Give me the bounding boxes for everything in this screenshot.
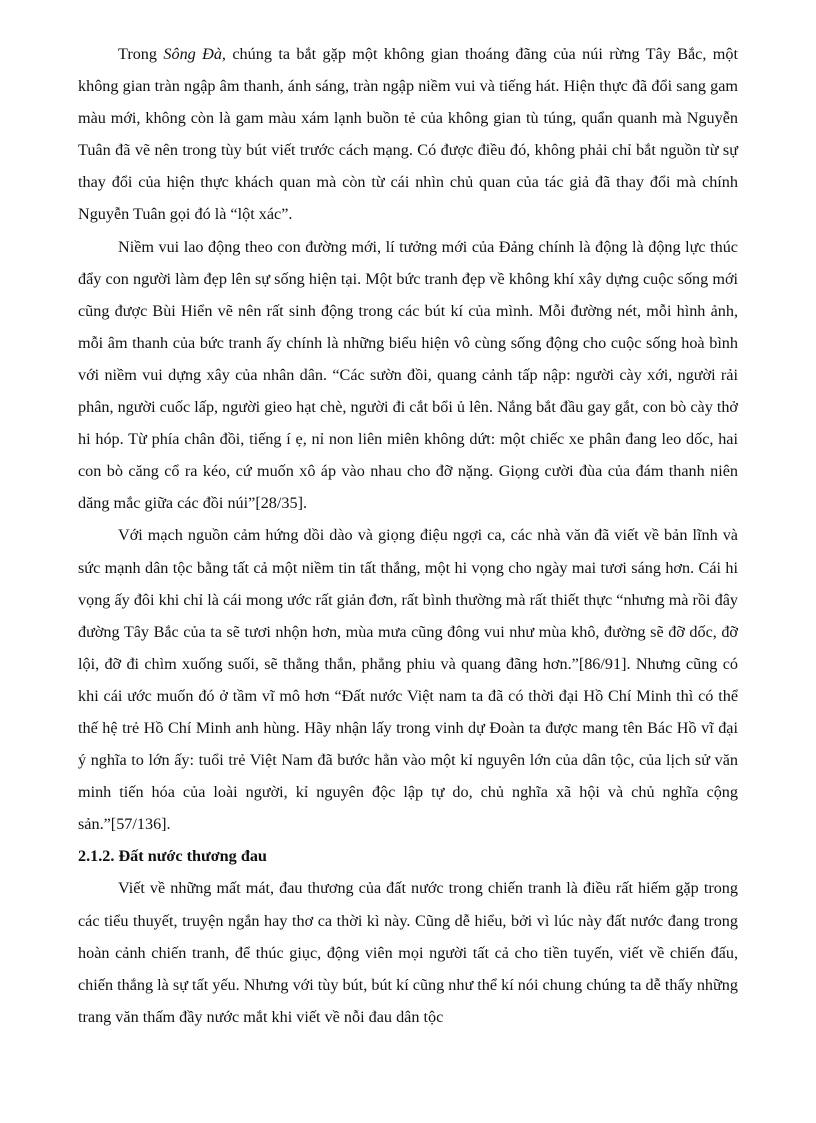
paragraph-3: Với mạch nguồn cảm hứng dồi dào và giọng điệu ngợi ca, các nhà văn đã viết về bản lĩnh và sức mạnh dân tộc bằng tất cả một niềm tin tất thắng, một hi vọng cho ngày mai tươi sáng hơn. Cái hi vọng ấy đôi khi chỉ là cái mong ước rất giản đơn, rất bình thường mà rất thiết thực “nhưng mà rồi đây đường Tây Bắc của ta sẽ tươi nhộn hơn, mùa mưa cũng đông vui như mùa khô, đường sẽ đỡ dốc, đỡ lội, đỡ đi chìm xuống suối, sẽ thẳng thắn, phẳng phiu và quang đãng hơn.”[86/91]. Nhưng cũng có khi cái ước muốn đó ở tầm vĩ mô hơn “Đất nước Việt nam ta đã có thời đại Hồ Chí Minh thì có thể thế hệ trẻ Hồ Chí Minh anh hùng. Hãy nhận lấy trong vinh dự Đoàn ta được mang tên Bác Hồ vĩ đại ý nghĩa to lớn ấy: tuổi trẻ Việt Nam đã bước hẳn vào một kỉ nguyên lớn của dân tộc, của lịch sử văn minh tiến hóa của loài người, kỉ nguyên độc lập tự do, chủ nghĩa xã hội và chủ nghĩa cộng sản.”[57/136].	[78, 526, 738, 834]
paragraph-4: Viết về những mất mát, đau thương của đất nước trong chiến tranh là điều rất hiếm gặp trong các tiểu thuyết, truyện ngắn hay thơ ca thời kì này. Cũng dễ hiểu, bởi vì lúc này đất nước đang trong hoàn cảnh chiến tranh, để thúc giục, động viên mọi người tất cả cho tiền tuyến, viết về chiến đấu, chiến thắng là sự tất yếu. Nhưng với tùy bút, bút kí cũng như thể kí nói chung chúng ta dễ thấy những trang văn thấm đầy nước mắt khi viết về nỗi đau dân tộc	[78, 879, 738, 1026]
paragraph-1-body: chúng ta bắt gặp một không gian thoáng đãng của núi rừng Tây Bắc, một không gian tràn ngập âm thanh, ánh sáng, tràn ngập niềm vui và tiếng hát. Hiện thực đã đổi sang gam màu mới, không còn là gam màu xám lạnh buồn tẻ của không gian tù túng, quẩn quanh mà Nguyễn Tuân đã vẽ nên trong tùy bút viết trước cách mạng. Có được điều đó, không phải chỉ bắt nguồn từ sự thay đổi của hiện thực khách quan mà còn từ cái nhìn chủ quan của tác giả đã thay đổi mà chính Nguyễn Tuân gọi đó là “lột xác”.	[78, 45, 738, 224]
work-title-song-da: Sông Đà,	[163, 45, 226, 63]
document-body	[78, 38, 738, 1033]
paragraph-1-lead: Trong	[118, 45, 164, 63]
paragraph-2: Niềm vui lao động theo con đường mới, lí tưởng mới của Đảng chính là động là động lực thúc đẩy con người làm đẹp lên sự sống hiện tại. Một bức tranh đẹp về không khí xây dựng cuộc sống mới cũng được Bùi Hiển vẽ nên rất sinh động trong các bút kí của mình. Mỗi đường nét, mỗi hình ảnh, mỗi âm thanh của bức tranh ấy chính là những biểu hiện vô cùng sống động cho cuộc sống hoà bình với niềm vui dựng xây của nhân dân. “Các sườn đồi, quang cảnh tấp nập: người cày xới, người rải phân, người cuốc lấp, người gieo hạt chè, người đi cắt bổi ủ lên. Nắng bắt đầu gay gắt, con bò cày thở hi hóp. Từ phía chân đồi, tiếng í ẹ, nỉ non liên miên không dứt: một chiếc xe phân đang leo dốc, hai con bò căng cổ ra kéo, cứ muốn xô áp vào nhau cho đỡ nặng. Giọng cười đùa của đám thanh niên dăng mắc giữa các đồi núi”[28/35].	[78, 237, 738, 513]
paragraph-1	[78, 38, 738, 231]
section-heading: 2.1.2. Đất nước thương đau	[78, 847, 267, 866]
